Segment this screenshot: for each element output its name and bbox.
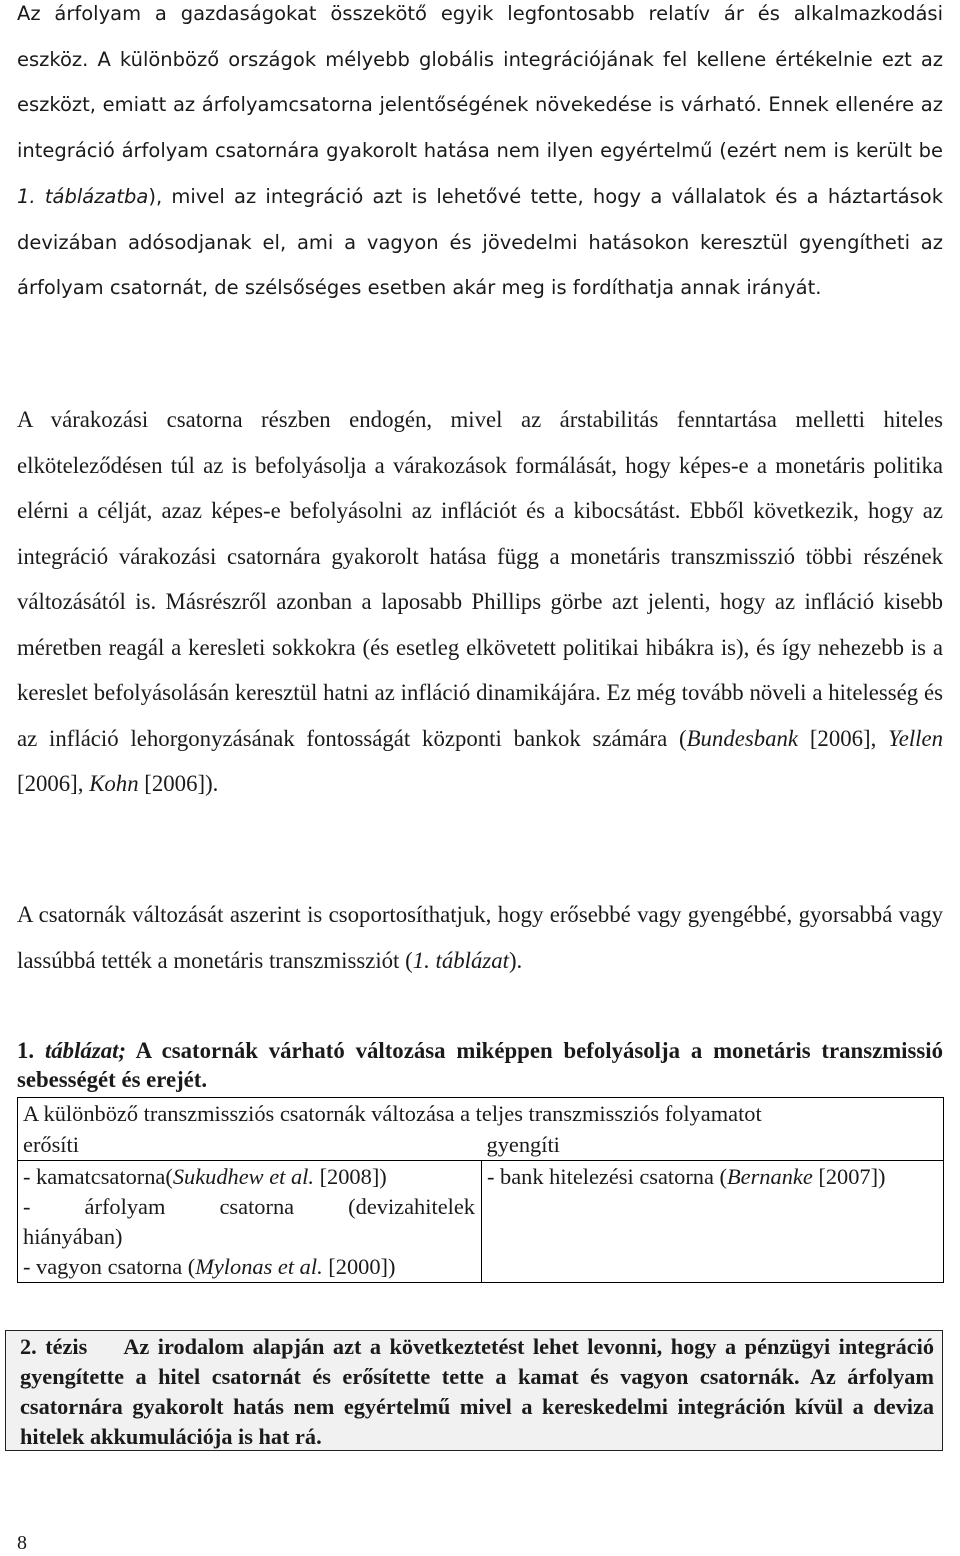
caption-title: A csatornák várható változása miképpen befolyásolja a monetáris transzmissió sebességét és erejét. bbox=[17, 1038, 943, 1092]
caption-label: táblázat; bbox=[44, 1038, 127, 1063]
thesis-box bbox=[5, 1330, 943, 1451]
citation-year: [2006], bbox=[17, 771, 90, 796]
paragraph-text: A csatornák változását aszerint is csoportosíthatjuk, hogy erősebbé vagy gyengébbé, gyorsabbá vagy lassúbbá tették a monetáris transzmissziót ( bbox=[17, 902, 943, 973]
table-caption bbox=[17, 1036, 943, 1094]
citation-author: Bundesbank bbox=[686, 725, 799, 751]
column-head-strengthens: erősíti bbox=[18, 1129, 482, 1161]
transmission-channels-table bbox=[17, 1097, 944, 1283]
list-item: - árfolyam csatorna (devizahitelek hiányában) bbox=[23, 1194, 475, 1249]
page-number: 8 bbox=[17, 1532, 27, 1554]
list-item: - bank hitelezési csatorna (Bernanke [2007]) bbox=[487, 1164, 886, 1189]
table-header-row bbox=[18, 1098, 944, 1130]
table-reference: 1. táblázatba bbox=[17, 184, 149, 208]
list-item: - kamatcsatorna(Sukudhew et al. [2008]) bbox=[23, 1164, 387, 1189]
citation-author: Sukudhew et al. bbox=[172, 1164, 314, 1189]
list-item: - vagyon csatorna (Mylonas et al. [2000]) bbox=[23, 1254, 396, 1279]
citation-author: Kohn bbox=[89, 771, 139, 796]
citation-author: Bernanke bbox=[726, 1164, 813, 1189]
paragraph-expectations bbox=[17, 397, 943, 807]
citation-author: Mylonas et al. bbox=[195, 1254, 323, 1279]
paragraph-grouping bbox=[17, 892, 943, 983]
weakening-channels-cell bbox=[482, 1161, 944, 1283]
citation-author: Yellen bbox=[888, 725, 944, 751]
table-subheader-row bbox=[18, 1129, 944, 1161]
paragraph-text: A várakozási csatorna részben endogén, mivel az árstabilitás fenntartása melletti hiteles elköteleződésen túl az is befolyásolja a várakozások formálását, hogy képes-e a monetáris politika elérni a célját, azaz képes-e befolyásolni az inflációt és a kibocsátást. Ebből következik, hogy az integráció várakozási csatornára gyakorolt hatása függ a monetáris transzmisszió többi részének változásától is. Másrészről azonban a laposabb Phillips görbe azt jelenti, hogy az infláció kisebb méretben reagál a keresleti sokkokra (és esetleg elkövetett politikai hibákra is), és így nehezebb is a kereslet befolyásolásán keresztül hatni az infláció dinamikájára. Ez még tovább növeli a hitelesség és az infláció lehorgonyzásának fontosságát központi bankok számára ( bbox=[17, 407, 943, 751]
thesis-text: Az irodalom alapján azt a következtetést lehet levonni, hogy a pénzügyi integráció gyengítette a hitel csatornát és erősítette tette a kamat és vagyon csatornák. Az árfolyam csatornára gyakorolt hatás nem egyértelmű mivel a kereskedelmi integráción kívül a deviza hitelek akkumulációja is hat rá. bbox=[20, 1334, 934, 1449]
thesis-label: 2. tézis bbox=[20, 1334, 88, 1359]
caption-number: 1. bbox=[17, 1038, 45, 1063]
column-head-weakens: gyengíti bbox=[482, 1129, 944, 1161]
table-reference: 1. táblázat bbox=[412, 947, 509, 973]
citation-year: [2006]). bbox=[138, 771, 219, 796]
strengthening-channels-cell bbox=[18, 1161, 482, 1283]
paragraph-text: ). bbox=[508, 947, 523, 973]
table-header-cell: A különböző transzmissziós csatornák változása a teljes transzmissziós folyamatot bbox=[18, 1098, 944, 1130]
paragraph-exchange-rate bbox=[17, 0, 943, 311]
table-row bbox=[18, 1161, 944, 1283]
paragraph-text: Az árfolyam a gazdaságokat összekötő egyik legfontosabb relatív ár és alkalmazkodási eszköz. A különböző országok mélyebb globális integrációjának fel kellene értékelnie ezt az eszközt, emiatt az árfolyamcsatorna jelentőségének növekedése is várható. Ennek ellenére az integráció árfolyam csatornára gyakorolt hatása nem ilyen egyértelmű (ezért nem is került be bbox=[17, 2, 943, 163]
paragraph-text: ), mivel az integráció azt is lehetővé tette, hogy a vállalatok és a háztartások devizában adósodjanak el, ami a vagyon és jövedelmi hatásokon keresztül gyengítheti az árfolyam csatornát, de szélsőséges esetben akár meg is fordíthatja annak irányát. bbox=[17, 184, 943, 300]
citation-year: [2006], bbox=[798, 725, 889, 751]
